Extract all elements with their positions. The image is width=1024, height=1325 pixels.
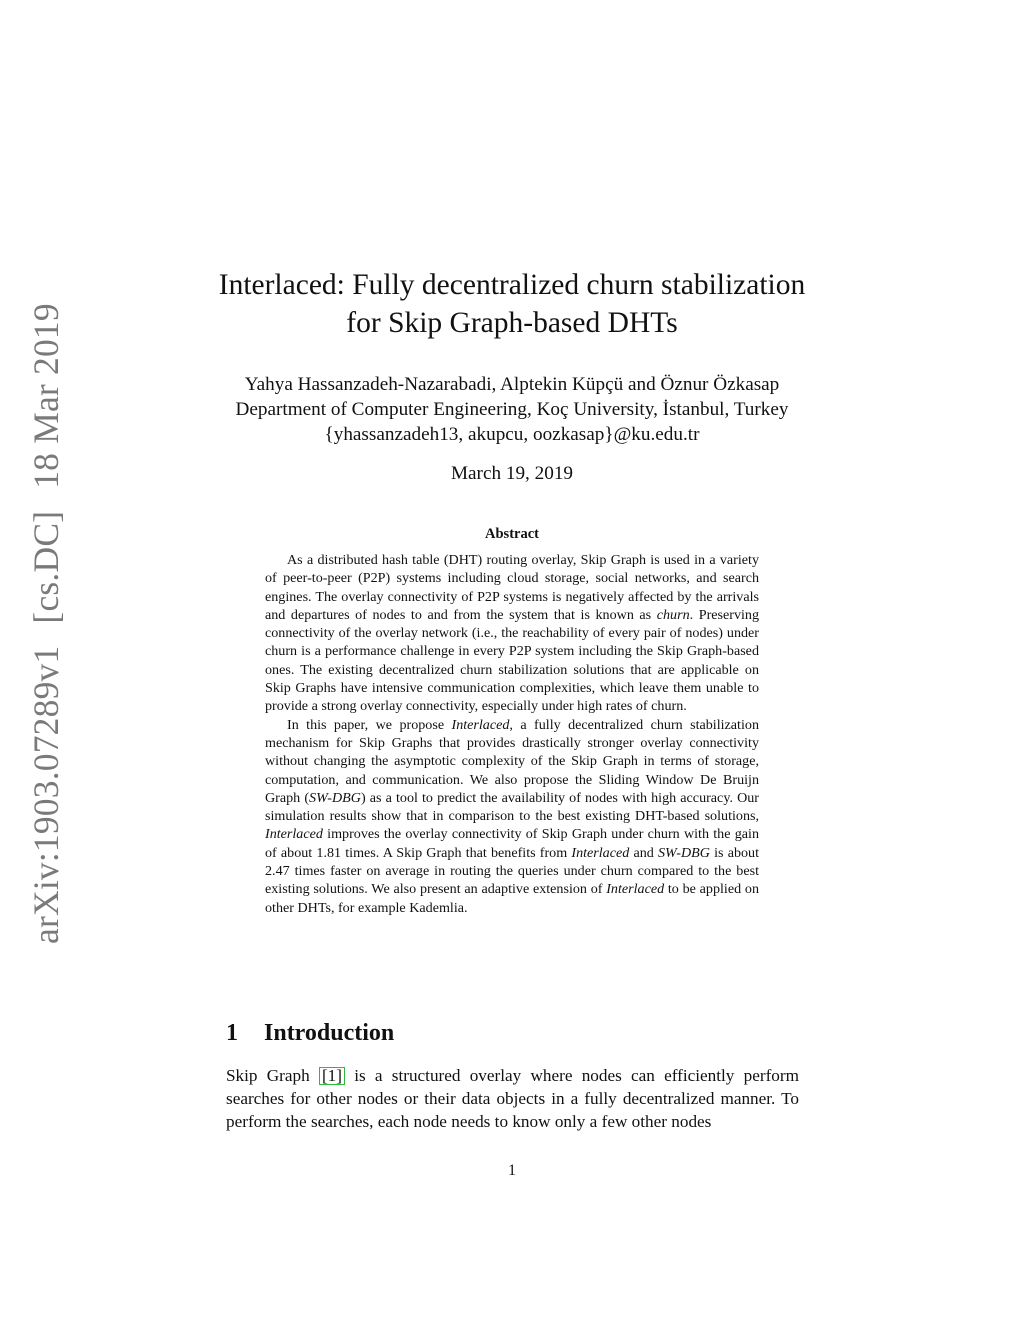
- paper-title-line-2: for Skip Graph-based DHTs: [346, 307, 678, 339]
- page-number: 1: [508, 1162, 516, 1179]
- citation-link[interactable]: [1]: [319, 1067, 345, 1085]
- section-heading-introduction: [226, 1017, 394, 1049]
- arxiv-category: [cs.DC]: [26, 510, 66, 624]
- interlaced-term: Interlaced: [571, 844, 630, 861]
- interlaced-term: Interlaced: [606, 881, 665, 898]
- author-emails: {yhassanzadeh13, akupcu, oozkasap}@ku.edu.tr: [324, 424, 700, 445]
- author-affiliation: Department of Computer Engineering, Koç University, İstanbul, Turkey: [235, 399, 789, 420]
- author-names: Yahya Hassanzadeh-Nazarabadi, Alptekin Küpçü and Öznur Özkasap: [244, 374, 780, 395]
- abstract-body: [265, 551, 759, 917]
- paper-date: March 19, 2019: [450, 463, 574, 484]
- arxiv-id: arXiv:1903.07289v1: [26, 645, 66, 944]
- abstract-paragraph-2: In this paper, we propose Interlaced, a fully decentralized churn stabilization mechanism for Skip Graphs that provides drastically stronger overlay connectivity without changing the asymptotic complexity of the Skip Graph in terms of storage, computation, and communication. We also propose the Sliding Window De Bruijn Graph (SW-DBG) as a tool to predict the availability of nodes with high accuracy. Our simulation results show that in comparison to the best existing DHT-based solutions, Interlaced improves the overlay connectivity of Skip Graph under churn with the gain of about 1.81 times. A Skip Graph that benefits from Interlaced and SW-DBG is about 2.47 times faster on average in routing the queries under churn compared to the best existing solutions. We also present an adaptive extension of Interlaced to be applied on other DHTs, for example Kademlia.: [265, 716, 760, 916]
- section-number: 1: [226, 1020, 238, 1046]
- introduction-body: [226, 1064, 799, 1133]
- paper-title: [0, 266, 1024, 342]
- interlaced-term: Interlaced: [265, 826, 323, 843]
- abstract-heading: Abstract: [485, 526, 539, 542]
- interlaced-term: Interlaced: [451, 716, 510, 733]
- section-title: Introduction: [264, 1020, 395, 1046]
- author-block: [0, 372, 1024, 447]
- swdbg-term: SW-DBG: [658, 844, 710, 861]
- abstract-paragraph-1: As a distributed hash table (DHT) routing overlay, Skip Graph is used in a variety of peer-to-peer (P2P) systems including cloud storage, social networks, and search engines. The overlay connectivity of P2P systems is negatively affected by the arrivals and departures of nodes to and from the system that is known as churn. Preserving connectivity of the overlay network (i.e., the reachability of every pair of nodes) under churn is a performance challenge in every P2P system including the Skip Graph-based ones. The existing decentralized churn stabilization solutions that are applicable on Skip Graphs have intensive communication complexities, which leave them unable to provide a strong overlay connectivity, especially under high rates of churn.: [265, 552, 760, 715]
- arxiv-date: 18 Mar 2019: [26, 303, 66, 489]
- introduction-paragraph: Skip Graph [1] is a structured overlay where nodes can efficiently perform searches for other nodes or their data objects in a fully decentralized manner. To perform the searches, each node needs to know only a few other nodes: [226, 1066, 799, 1131]
- swdbg-term: SW-DBG: [309, 789, 361, 806]
- churn-term: churn: [656, 606, 690, 623]
- paper-title-line-1: Interlaced: Fully decentralized churn stabilization: [218, 269, 806, 301]
